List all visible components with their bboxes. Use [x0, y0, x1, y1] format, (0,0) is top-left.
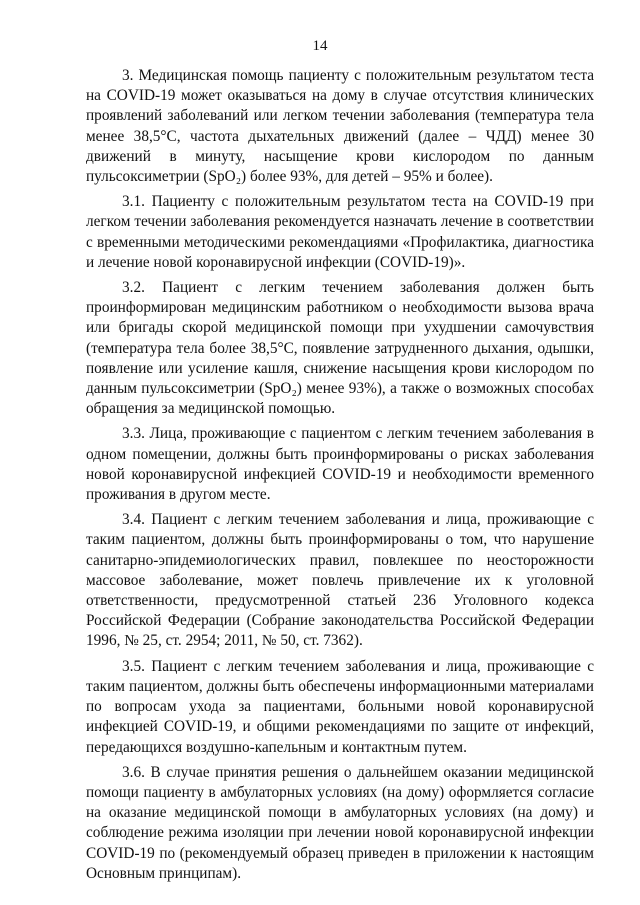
document-body: [86, 66, 594, 884]
paragraph-3-4: 3.4. Пациент с легким течением заболевания и лица, проживающие с таким пациентом, должны быть проинформированы о том, что нарушение санитарно-эпидемиологических правил, повлекшее по неосторожности массовое заболевание, может повлечь привлечение их к уголовной ответственности, предусмотренной статьей 236 Уголовного кодекса Российской Федерации (Собрание законодательства Российской Федерации 1996, № 25, ст. 2954; 2011, № 50, ст. 7362).: [86, 511, 594, 650]
paragraph-3-6: 3.6. В случае принятия решения о дальнейшем оказании медицинской помощи пациенту в амбулаторных условиях (на дому) оформляется согласие на оказание медицинской помощи в амбулаторных условиях (на дому) и соблюдение режима изоляции при лечении новой коронавирусной инфекции COVID-19 по (рекомендуемый образец приведен в приложении к настоящим Основным принципам).: [86, 763, 594, 882]
paragraph-3-3: 3.3. Лица, проживающие с пациентом с легким течением заболевания в одном помещении, должны быть проинформированы о рисках заболевания новой коронавирусной инфекцией COVID-19 и необходимости временного проживания в другом месте.: [86, 425, 594, 504]
paragraph-3: 3. Медицинская помощь пациенту с положительным результатом теста на COVID-19 может оказываться на дому в случае отсутствия клинических проявлений заболеваний или легком течении заболевания (температура тела менее 38,5°C, частота дыхательных движений (далее – ЧДД) менее 30 движений в минуту, насыщение крови кислородом по данным пульсоксиметрии (SpO₂) более 93%, для детей – 95% и более).: [86, 67, 594, 186]
paragraph-3-1: 3.1. Пациенту с положительным результатом теста на COVID-19 при легком течении заболевания рекомендуется назначать лечение в соответствии с временными методическими рекомендациями «Профилактика, диагностика и лечение новой коронавирусной инфекции (COVID-19)».: [86, 193, 594, 271]
paragraph-3-2: 3.2. Пациент с легким течением заболевания должен быть проинформирован медицинским работником о необходимости вызова врача или бригады скорой медицинской помощи при ухудшении самочувствия (температура тела более 38,5°C, появление затрудненного дыхания, одышки, появление или усиление кашля, снижение насыщения крови кислородом по данным пульсоксиметрии (SpO₂) менее 93%), а также о возможных способах обращения за медицинской помощью.: [86, 279, 594, 418]
paragraph-3-5: 3.5. Пациент с легким течением заболевания и лица, проживающие с таким пациентом, должны быть обеспечены информационными материалами по вопросам ухода за пациентами, больными новой коронавирусной инфекцией COVID-19, и общими рекомендациями по защите от инфекций, передающихся воздушно-капельным и контактным путем.: [86, 657, 594, 756]
page-number: 14: [312, 38, 328, 54]
